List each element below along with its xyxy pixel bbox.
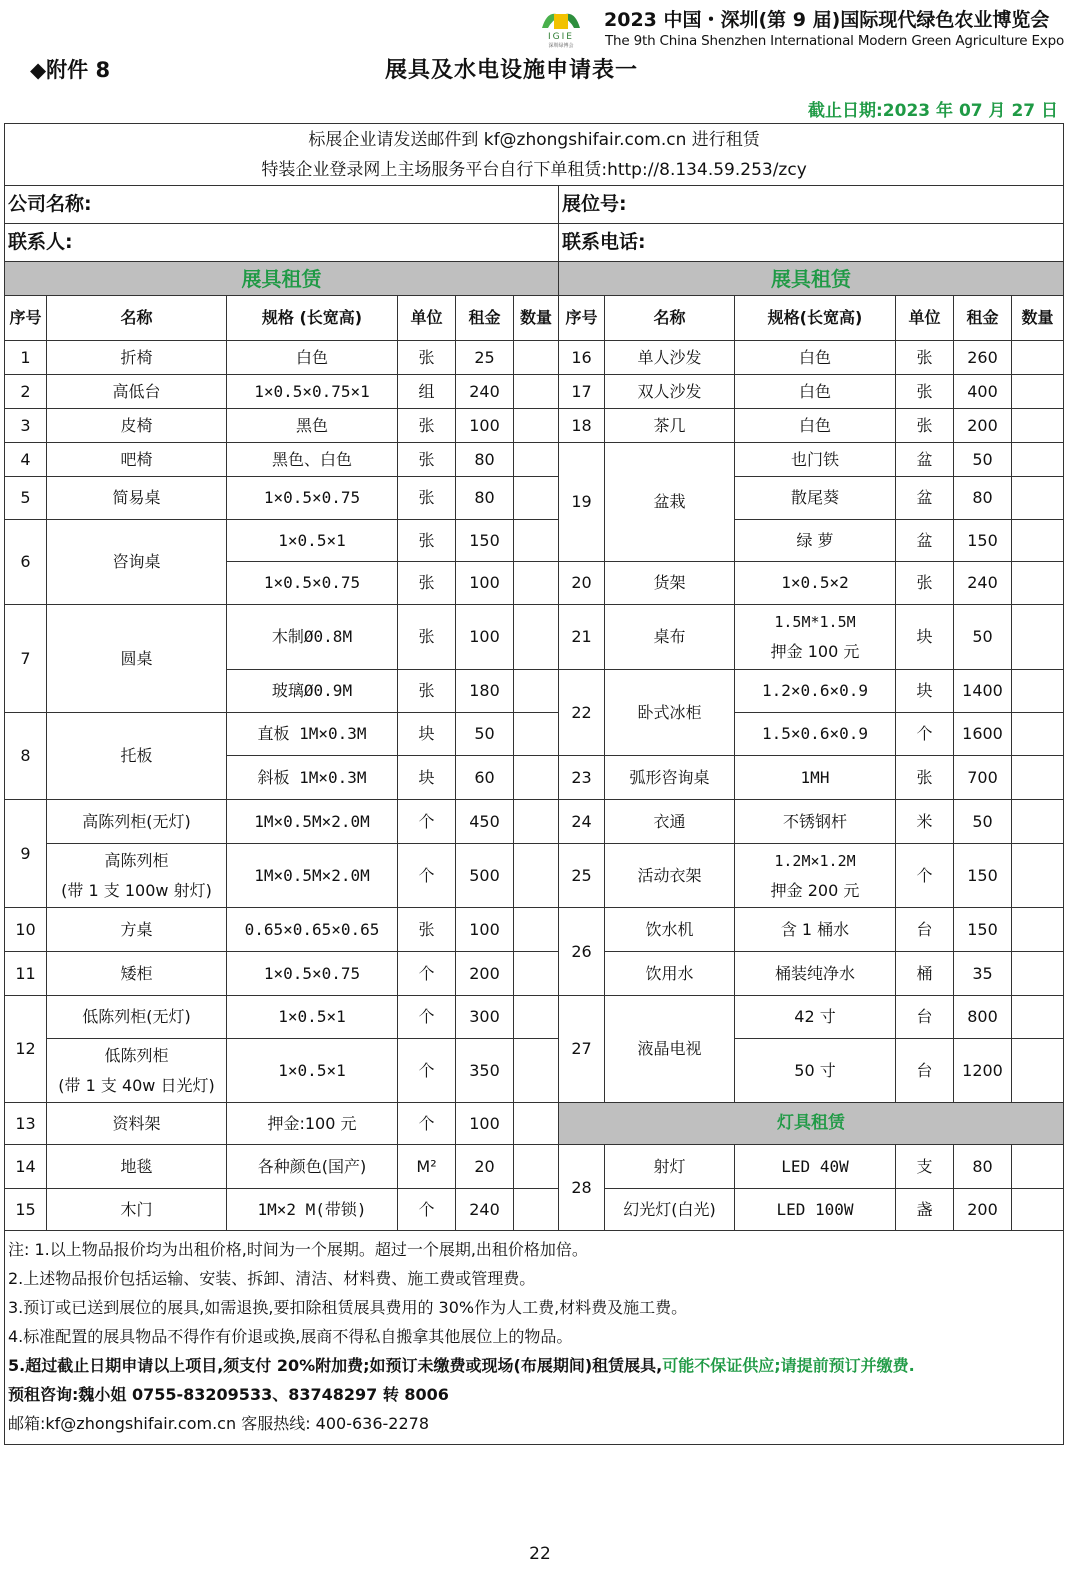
- item-rent: 25: [456, 341, 514, 375]
- item-no: 25: [559, 844, 605, 908]
- item-rent: 200: [456, 952, 514, 996]
- item-no: 13: [5, 1103, 47, 1145]
- note-5-warning: 可能不保证供应;请提前预订并缴费.: [662, 1356, 915, 1375]
- item-spec: 1×0.5×1: [227, 996, 398, 1039]
- item-spec: 1M×0.5M×2.0M: [227, 800, 398, 844]
- section-title-right: 展具租赁: [559, 262, 1064, 296]
- item-no: 11: [5, 952, 47, 996]
- item-rent: 50: [954, 800, 1012, 844]
- item-no: 8: [5, 713, 47, 800]
- email-hotline: 邮箱:kf@zhongshifair.com.cn 客服热线: 400-636-2278: [8, 1414, 430, 1433]
- qty-input[interactable]: [1012, 520, 1064, 562]
- item-spec: 各种颜色(国产): [227, 1145, 398, 1189]
- item-spec: 绿 萝: [735, 520, 896, 562]
- item-spec: [735, 844, 896, 908]
- item-spec: 1×0.5×2: [735, 562, 896, 605]
- qty-input[interactable]: [514, 409, 559, 443]
- logo-text: IGIE: [548, 32, 574, 42]
- item-rent: 50: [456, 713, 514, 756]
- item-no: 1: [5, 341, 47, 375]
- item-spec: 1M×2 M(带锁): [227, 1189, 398, 1231]
- qty-input[interactable]: [514, 800, 559, 844]
- item-unit: 块: [896, 670, 954, 713]
- item-spec: 1×0.5×1: [227, 520, 398, 562]
- item-spec: 不锈钢杆: [735, 800, 896, 844]
- item-spec: 1.2×0.6×0.9: [735, 670, 896, 713]
- item-name: 低陈列柜(无灯): [47, 996, 227, 1039]
- platform-instruction: 特装企业登录网上主场服务平台自行下单租赁:http://8.134.59.253/zcy: [261, 159, 807, 180]
- qty-input[interactable]: [1012, 341, 1064, 375]
- item-spec: 玻璃Ø0.9M: [227, 670, 398, 713]
- item-spec: 1×0.5×0.75: [227, 952, 398, 996]
- item-name: 盆栽: [605, 443, 735, 562]
- item-no: 16: [559, 341, 605, 375]
- item-unit: 盆: [896, 520, 954, 562]
- note-5-text: 5.超过截止日期申请以上项目,须支付 20%附加费;如预订未缴费或现场(布展期间)租赁展具,: [8, 1356, 663, 1375]
- spec-line: 押金 100 元: [770, 642, 860, 661]
- item-unit: 组: [398, 375, 456, 409]
- consultation-contact: 预租咨询:魏小姐 0755-83209533、83748297 转 8006: [8, 1385, 449, 1404]
- qty-input[interactable]: [514, 1103, 559, 1145]
- item-rent: 150: [954, 908, 1012, 952]
- item-name: 卧式冰柜: [605, 670, 735, 756]
- contact-phone-field[interactable]: [559, 224, 1064, 262]
- phone-label: 联系电话:: [562, 231, 646, 254]
- item-name: 木门: [47, 1189, 227, 1231]
- item-no: 17: [559, 375, 605, 409]
- col-header-name: 名称: [47, 296, 227, 341]
- qty-input[interactable]: [1012, 1039, 1064, 1103]
- qty-input[interactable]: [1012, 670, 1064, 713]
- item-unit: 台: [896, 908, 954, 952]
- qty-input[interactable]: [514, 996, 559, 1039]
- item-unit: 张: [896, 341, 954, 375]
- item-spec: 1MH: [735, 756, 896, 800]
- item-name: 货架: [605, 562, 735, 605]
- section-title-lamps: 灯具租赁: [559, 1103, 1064, 1145]
- col-header-name: 名称: [605, 296, 735, 341]
- item-name: 资料架: [47, 1103, 227, 1145]
- item-name: 饮水机: [605, 908, 735, 952]
- item-name: 矮柜: [47, 952, 227, 996]
- item-no: 27: [559, 996, 605, 1103]
- item-name: 衣通: [605, 800, 735, 844]
- item-name: 高低台: [47, 375, 227, 409]
- item-unit: 盆: [896, 443, 954, 477]
- item-name: 圆桌: [47, 605, 227, 713]
- name-line: 高陈列柜: [104, 850, 169, 870]
- qty-input[interactable]: [1012, 952, 1064, 996]
- item-no: 12: [5, 996, 47, 1103]
- item-spec: 木制Ø0.8M: [227, 605, 398, 670]
- item-unit: 张: [398, 562, 456, 605]
- qty-input[interactable]: [514, 477, 559, 520]
- item-unit: 张: [896, 409, 954, 443]
- note-4: 4.标准配置的展具物品不得作有价退或换,展商不得私自搬拿其他展位上的物品。: [8, 1327, 573, 1346]
- item-unit: 个: [398, 1103, 456, 1145]
- item-no: 28: [559, 1145, 605, 1231]
- item-rent: 150: [954, 844, 1012, 908]
- item-no: 5: [5, 477, 47, 520]
- qty-input[interactable]: [1012, 409, 1064, 443]
- note-3: 3.预订或已送到展位的展具,如需退换,要扣除租赁展具费用的 30%作为人工费,材料费及施工费。: [8, 1298, 688, 1317]
- item-rent: 800: [954, 996, 1012, 1039]
- document-title: 展具及水电设施申请表一: [385, 58, 639, 83]
- item-rent: 240: [456, 375, 514, 409]
- item-spec: 1×0.5×1: [227, 1039, 398, 1103]
- item-spec: 桶装纯净水: [735, 952, 896, 996]
- item-rent: 1400: [954, 670, 1012, 713]
- email-instruction: 标展企业请发送邮件到 kf@zhongshifair.com.cn 进行租赁: [308, 129, 760, 150]
- item-no: 18: [559, 409, 605, 443]
- item-name: 简易桌: [47, 477, 227, 520]
- col-header-rent: 租金: [456, 296, 514, 341]
- item-rent: 35: [954, 952, 1012, 996]
- qty-input[interactable]: [1012, 605, 1064, 670]
- item-name: 托板: [47, 713, 227, 800]
- col-header-qty: 数量: [1012, 296, 1064, 341]
- item-unit: 张: [896, 756, 954, 800]
- qty-input[interactable]: [1012, 375, 1064, 409]
- qty-input[interactable]: [1012, 908, 1064, 952]
- item-unit: 支: [896, 1145, 954, 1189]
- qty-input[interactable]: [514, 562, 559, 605]
- item-unit: 盏: [896, 1189, 954, 1231]
- item-unit: 米: [896, 800, 954, 844]
- item-spec: 白色: [735, 409, 896, 443]
- qty-input[interactable]: [514, 1145, 559, 1189]
- item-name: 茶几: [605, 409, 735, 443]
- company-name-field[interactable]: [5, 186, 559, 224]
- item-no: 14: [5, 1145, 47, 1189]
- item-unit: 张: [398, 341, 456, 375]
- qty-input[interactable]: [514, 844, 559, 908]
- item-unit: 张: [398, 443, 456, 477]
- item-spec: 斜板 1M×0.3M: [227, 756, 398, 800]
- col-header-no: 序号: [559, 296, 605, 341]
- spec-line: 1.5M*1.5M: [774, 613, 856, 631]
- item-unit: 盆: [896, 477, 954, 520]
- item-name: 咨询桌: [47, 520, 227, 605]
- note-1: 注: 1.以上物品报价均为出租价格,时间为一个展期。超过一个展期,出租价格加倍。: [8, 1240, 588, 1259]
- item-unit: 块: [398, 713, 456, 756]
- col-header-qty: 数量: [514, 296, 559, 341]
- item-spec: 散尾葵: [735, 477, 896, 520]
- qty-input[interactable]: [1012, 713, 1064, 756]
- item-spec: 1.5×0.6×0.9: [735, 713, 896, 756]
- item-rent: 20: [456, 1145, 514, 1189]
- item-unit: 个: [398, 1039, 456, 1103]
- qty-input[interactable]: [514, 605, 559, 670]
- item-name: 弧形咨询桌: [605, 756, 735, 800]
- qty-input[interactable]: [1012, 844, 1064, 908]
- item-rent: 150: [954, 520, 1012, 562]
- item-name: 桌布: [605, 605, 735, 670]
- booth-number-field[interactable]: [559, 186, 1064, 224]
- item-no: 3: [5, 409, 47, 443]
- col-header-spec: 规格(长宽高): [735, 296, 896, 341]
- item-no: 7: [5, 605, 47, 713]
- item-name: 高陈列柜(无灯): [47, 800, 227, 844]
- item-rent: 200: [954, 409, 1012, 443]
- item-spec: LED 100W: [735, 1189, 896, 1231]
- item-spec: 押金:100 元: [227, 1103, 398, 1145]
- item-unit: 张: [398, 670, 456, 713]
- item-unit: 张: [896, 375, 954, 409]
- note-2: 2.上述物品报价包括运输、安装、拆卸、清洁、材料费、施工费或管理费。: [8, 1269, 536, 1288]
- col-header-rent: 租金: [954, 296, 1012, 341]
- item-name: 方桌: [47, 908, 227, 952]
- item-unit: 个: [398, 952, 456, 996]
- item-spec: 1M×0.5M×2.0M: [227, 844, 398, 908]
- item-unit: 个: [896, 844, 954, 908]
- spec-line: 1.2M×1.2M: [774, 851, 856, 870]
- item-rent: 100: [456, 409, 514, 443]
- col-header-no: 序号: [5, 296, 47, 341]
- deadline: 截止日期:2023 年 07 月 27 日: [808, 101, 1059, 121]
- item-no: 2: [5, 375, 47, 409]
- qty-input[interactable]: [1012, 1145, 1064, 1189]
- item-rent: 100: [456, 605, 514, 670]
- qty-input[interactable]: [514, 1189, 559, 1231]
- spec-line: 押金 200 元: [770, 880, 860, 900]
- item-spec: 50 寸: [735, 1039, 896, 1103]
- item-rent: 400: [954, 375, 1012, 409]
- company-label: 公司名称:: [8, 193, 92, 216]
- annex-label: ◆附件 8: [30, 58, 111, 82]
- item-name: 皮椅: [47, 409, 227, 443]
- item-rent: 50: [954, 443, 1012, 477]
- item-no: 23: [559, 756, 605, 800]
- item-unit: 张: [398, 605, 456, 670]
- item-unit: 个: [398, 844, 456, 908]
- item-rent: 100: [456, 562, 514, 605]
- item-unit: 台: [896, 996, 954, 1039]
- qty-input[interactable]: [1012, 443, 1064, 477]
- item-unit: 张: [398, 520, 456, 562]
- item-rent: 80: [456, 477, 514, 520]
- item-unit: 张: [398, 908, 456, 952]
- item-no: 21: [559, 605, 605, 670]
- item-no: 9: [5, 800, 47, 908]
- item-rent: 260: [954, 341, 1012, 375]
- item-rent: 180: [456, 670, 514, 713]
- col-header-spec: 规格 (长宽高): [227, 296, 398, 341]
- item-rent: 100: [456, 908, 514, 952]
- item-name: 单人沙发: [605, 341, 735, 375]
- qty-input[interactable]: [514, 952, 559, 996]
- item-name: 幻光灯(白光): [605, 1189, 735, 1231]
- item-rent: 150: [456, 520, 514, 562]
- item-spec: 黑色、白色: [227, 443, 398, 477]
- qty-input[interactable]: [514, 443, 559, 477]
- item-unit: 个: [398, 800, 456, 844]
- contact-person-field[interactable]: [5, 224, 559, 262]
- qty-input[interactable]: [1012, 477, 1064, 520]
- logo-subtext: 深圳绿博会: [548, 43, 574, 48]
- item-name: 折椅: [47, 341, 227, 375]
- qty-input[interactable]: [1012, 1189, 1064, 1231]
- item-rent: 700: [954, 756, 1012, 800]
- item-rent: 80: [954, 477, 1012, 520]
- item-unit: 张: [896, 562, 954, 605]
- item-rent: 80: [456, 443, 514, 477]
- col-header-unit: 单位: [398, 296, 456, 341]
- item-rent: 240: [954, 562, 1012, 605]
- qty-input[interactable]: [1012, 562, 1064, 605]
- contact-label: 联系人:: [8, 231, 73, 254]
- item-spec: 白色: [735, 375, 896, 409]
- item-name: [47, 844, 227, 908]
- item-rent: 200: [954, 1189, 1012, 1231]
- note-5: [8, 1351, 1061, 1380]
- item-spec: 白色: [735, 341, 896, 375]
- item-no: 19: [559, 443, 605, 562]
- name-line: (带 1 支 100w 射灯): [61, 880, 212, 900]
- item-unit: 台: [896, 1039, 954, 1103]
- qty-input[interactable]: [514, 520, 559, 562]
- item-no: 24: [559, 800, 605, 844]
- page-number: 22: [529, 1544, 551, 1564]
- booth-label: 展位号:: [562, 193, 627, 216]
- item-spec: 也门铁: [735, 443, 896, 477]
- qty-input[interactable]: [514, 341, 559, 375]
- item-no: 22: [559, 670, 605, 756]
- item-unit: 个: [398, 1189, 456, 1231]
- item-rent: 500: [456, 844, 514, 908]
- item-unit: 桶: [896, 952, 954, 996]
- item-rent: 240: [456, 1189, 514, 1231]
- item-no: 20: [559, 562, 605, 605]
- item-rent: 350: [456, 1039, 514, 1103]
- item-name: 液晶电视: [605, 996, 735, 1103]
- item-name: 地毯: [47, 1145, 227, 1189]
- item-name: [47, 1039, 227, 1103]
- item-spec: LED 40W: [735, 1145, 896, 1189]
- rental-form-table: [4, 123, 1064, 1445]
- item-spec: [735, 605, 896, 670]
- item-rent: 300: [456, 996, 514, 1039]
- qty-input[interactable]: [514, 908, 559, 952]
- item-no: 4: [5, 443, 47, 477]
- item-spec: 0.65×0.65×0.65: [227, 908, 398, 952]
- item-unit: 块: [398, 756, 456, 800]
- name-line: 低陈列柜: [104, 1045, 169, 1065]
- item-rent: 50: [954, 605, 1012, 670]
- qty-input[interactable]: [1012, 996, 1064, 1039]
- item-name: 双人沙发: [605, 375, 735, 409]
- qty-input[interactable]: [514, 713, 559, 756]
- item-rent: 80: [954, 1145, 1012, 1189]
- qty-input[interactable]: [514, 756, 559, 800]
- item-unit: M²: [398, 1145, 456, 1189]
- notes-cell: [5, 1231, 1064, 1445]
- item-rent: 1200: [954, 1039, 1012, 1103]
- qty-input[interactable]: [1012, 756, 1064, 800]
- instruction-cell: [5, 124, 1064, 186]
- item-spec: 1×0.5×0.75: [227, 562, 398, 605]
- item-spec: 1×0.5×0.75: [227, 477, 398, 520]
- item-unit: 块: [896, 605, 954, 670]
- item-name: 吧椅: [47, 443, 227, 477]
- item-unit: 个: [896, 713, 954, 756]
- item-name: 射灯: [605, 1145, 735, 1189]
- item-name: 活动衣架: [605, 844, 735, 908]
- item-rent: 100: [456, 1103, 514, 1145]
- item-rent: 1600: [954, 713, 1012, 756]
- item-spec: 42 寸: [735, 996, 896, 1039]
- item-unit: 个: [398, 996, 456, 1039]
- item-rent: 450: [456, 800, 514, 844]
- name-line: (带 1 支 40w 日光灯): [58, 1075, 215, 1095]
- item-no: 6: [5, 520, 47, 605]
- expo-logo: [528, 2, 594, 48]
- item-spec: 黑色: [227, 409, 398, 443]
- item-rent: 60: [456, 756, 514, 800]
- qty-input[interactable]: [1012, 800, 1064, 844]
- qty-input[interactable]: [514, 670, 559, 713]
- col-header-unit: 单位: [896, 296, 954, 341]
- item-no: 10: [5, 908, 47, 952]
- item-name: 饮用水: [605, 952, 735, 996]
- item-no: 26: [559, 908, 605, 996]
- item-spec: 1×0.5×0.75×1: [227, 375, 398, 409]
- item-spec: 白色: [227, 341, 398, 375]
- section-title-left: 展具租赁: [5, 262, 559, 296]
- item-spec: 直板 1M×0.3M: [227, 713, 398, 756]
- item-unit: 张: [398, 409, 456, 443]
- item-no: 15: [5, 1189, 47, 1231]
- qty-input[interactable]: [514, 375, 559, 409]
- qty-input[interactable]: [514, 1039, 559, 1103]
- expo-title-cn: 2023 中国・深圳(第 9 届)国际现代绿色农业博览会: [604, 9, 1050, 31]
- item-unit: 张: [398, 477, 456, 520]
- item-spec: 含 1 桶水: [735, 908, 896, 952]
- expo-title-en: The 9th China Shenzhen International Modern Green Agriculture Expo: [605, 33, 1065, 49]
